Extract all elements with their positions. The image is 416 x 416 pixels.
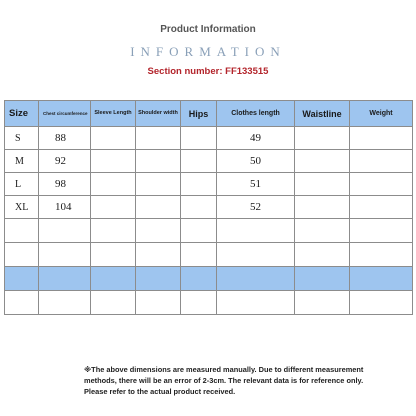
cell-chest: 104 <box>39 196 91 219</box>
cell-clothes-length: 51 <box>217 173 295 196</box>
cell-shoulder-width <box>136 150 181 173</box>
column-header-sleeve-length: Sleeve Length <box>91 101 136 127</box>
cell-size: XL <box>5 196 39 219</box>
cell-sleeve-length <box>91 196 136 219</box>
product-title: Product Information <box>160 24 256 35</box>
cell-waistline <box>295 150 350 173</box>
cell-weight <box>350 196 413 219</box>
cell-hips <box>181 196 217 219</box>
table-row <box>5 291 413 315</box>
cell-sleeve-length <box>91 173 136 196</box>
product-header <box>0 0 416 100</box>
table-row <box>5 127 413 150</box>
information-heading: INFORMATION <box>130 44 286 59</box>
cell-size: L <box>5 173 39 196</box>
cell-hips <box>181 127 217 150</box>
cell-size: S <box>5 127 39 150</box>
cell-chest: 98 <box>39 173 91 196</box>
column-header-clothes-length: Clothes length <box>217 101 295 127</box>
cell-size: M <box>5 150 39 173</box>
column-header-waistline: Waistline <box>295 101 350 127</box>
cell-weight <box>350 173 413 196</box>
cell-waistline <box>295 173 350 196</box>
section-number: Section number: FF133515 <box>147 66 269 77</box>
measurement-footnote: ※The above dimensions are measured manually. Due to different measurement methods, there will be an error of 2-3cm. The relevant data is for reference only. Please refer to the actual product received. <box>84 365 364 396</box>
table-row <box>5 219 413 243</box>
column-header-size: Size <box>5 101 39 127</box>
cell-clothes-length: 49 <box>217 127 295 150</box>
cell-shoulder-width <box>136 127 181 150</box>
cell-sleeve-length <box>91 150 136 173</box>
cell-weight <box>350 150 413 173</box>
column-header-chest: Chest circumference <box>39 101 91 127</box>
cell-shoulder-width <box>136 173 181 196</box>
size-chart-table <box>4 100 413 315</box>
table-header-row <box>5 101 413 127</box>
cell-shoulder-width <box>136 196 181 219</box>
table-row <box>5 150 413 173</box>
table-row <box>5 196 413 219</box>
cell-chest: 92 <box>39 150 91 173</box>
cell-waistline <box>295 127 350 150</box>
column-header-shoulder-width: Shoulder width <box>136 101 181 127</box>
table-row <box>5 243 413 267</box>
cell-chest: 88 <box>39 127 91 150</box>
cell-weight <box>350 127 413 150</box>
table-band-row <box>5 267 413 291</box>
column-header-weight: Weight <box>350 101 413 127</box>
table-row <box>5 173 413 196</box>
cell-hips <box>181 150 217 173</box>
cell-clothes-length: 52 <box>217 196 295 219</box>
cell-hips <box>181 173 217 196</box>
cell-clothes-length: 50 <box>217 150 295 173</box>
column-header-hips: Hips <box>181 101 217 127</box>
cell-waistline <box>295 196 350 219</box>
cell-sleeve-length <box>91 127 136 150</box>
